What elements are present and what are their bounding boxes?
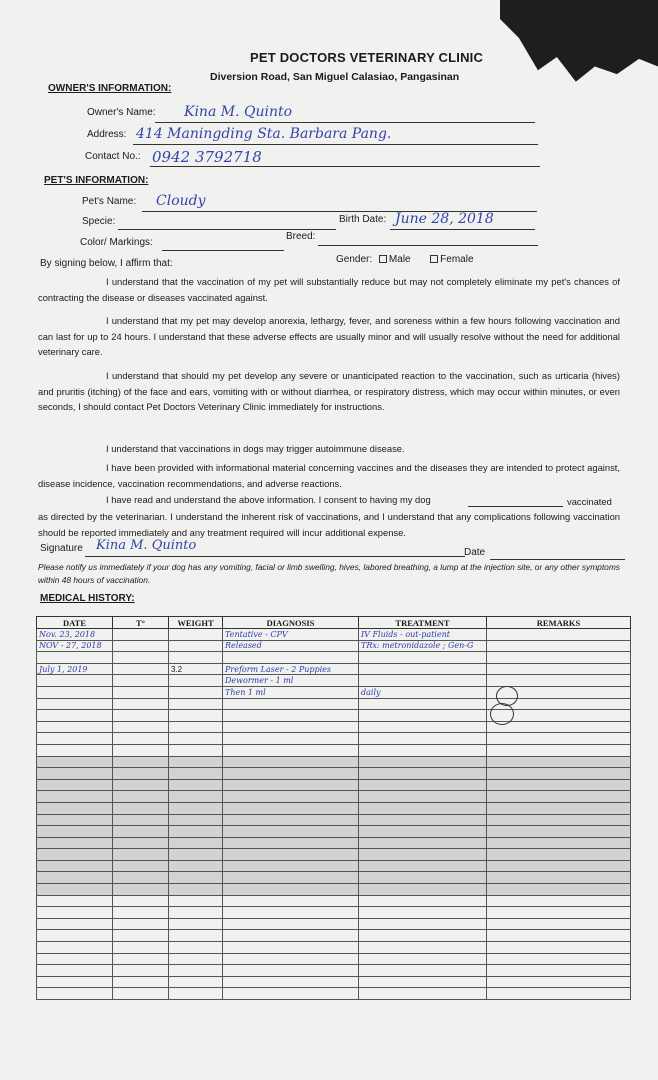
header-diagnosis: DIAGNOSIS xyxy=(223,617,359,629)
address-label: Address: xyxy=(87,129,127,140)
cell-diagnosis xyxy=(223,768,359,780)
torn-corner xyxy=(500,0,658,95)
cell-weight xyxy=(169,791,223,803)
cell-diagnosis xyxy=(223,918,359,930)
cell-treatment xyxy=(359,976,487,988)
consent-intro: By signing below, I affirm that: xyxy=(40,258,173,269)
cell-temperature xyxy=(113,884,169,896)
consent-paragraph-4: I understand that vaccinations in dogs may trigger autoimmune disease. xyxy=(106,443,405,454)
cell-remarks xyxy=(487,976,631,988)
date-label: Date xyxy=(464,547,486,558)
cell-remarks xyxy=(487,930,631,942)
cell-treatment xyxy=(359,826,487,838)
cell-date xyxy=(37,698,113,710)
cell-temperature xyxy=(113,768,169,780)
table-row xyxy=(37,652,631,664)
table-row xyxy=(37,779,631,791)
cell-temperature xyxy=(113,686,169,698)
cell-temperature xyxy=(113,837,169,849)
cell-remarks xyxy=(487,849,631,861)
cell-weight xyxy=(169,710,223,722)
cell-weight xyxy=(169,907,223,919)
cell-remarks xyxy=(487,907,631,919)
cell-diagnosis xyxy=(223,860,359,872)
table-row xyxy=(37,721,631,733)
cell-diagnosis xyxy=(223,814,359,826)
cell-diagnosis: Dewormer - 1 ml xyxy=(223,675,359,687)
cell-temperature xyxy=(113,802,169,814)
owner-name-label: Owner's Name: xyxy=(87,107,156,118)
cell-temperature xyxy=(113,942,169,954)
cell-treatment xyxy=(359,652,487,664)
table-row xyxy=(37,872,631,884)
cell-date: Nov. 23, 2018 xyxy=(37,629,113,641)
cell-temperature xyxy=(113,930,169,942)
color-label: Color/ Markings: xyxy=(80,237,153,248)
cell-date xyxy=(37,791,113,803)
cell-diagnosis xyxy=(223,884,359,896)
cell-remarks xyxy=(487,884,631,896)
cell-treatment xyxy=(359,710,487,722)
cell-treatment xyxy=(359,814,487,826)
cell-treatment xyxy=(359,930,487,942)
cell-temperature xyxy=(113,826,169,838)
cell-diagnosis: Released xyxy=(223,640,359,652)
cell-diagnosis xyxy=(223,895,359,907)
table-row xyxy=(37,988,631,1000)
table-row xyxy=(37,629,631,641)
pet-section-title: PET'S INFORMATION: xyxy=(44,175,149,186)
cell-treatment xyxy=(359,918,487,930)
cell-date xyxy=(37,837,113,849)
cell-temperature xyxy=(113,756,169,768)
table-row xyxy=(37,918,631,930)
cell-remarks xyxy=(487,791,631,803)
cell-remarks xyxy=(487,802,631,814)
cell-remarks xyxy=(487,895,631,907)
cell-weight xyxy=(169,640,223,652)
table-row xyxy=(37,640,631,652)
table-row xyxy=(37,744,631,756)
table-row xyxy=(37,814,631,826)
header-treatment: TREATMENT xyxy=(359,617,487,629)
cell-diagnosis xyxy=(223,930,359,942)
cell-diagnosis xyxy=(223,872,359,884)
cell-date xyxy=(37,895,113,907)
cell-date xyxy=(37,652,113,664)
cell-treatment xyxy=(359,907,487,919)
initials-stamp xyxy=(490,703,514,725)
cell-temperature xyxy=(113,988,169,1000)
cell-temperature xyxy=(113,872,169,884)
cell-remarks xyxy=(487,965,631,977)
cell-date xyxy=(37,756,113,768)
cell-temperature xyxy=(113,895,169,907)
cell-weight xyxy=(169,826,223,838)
owner-name-value: Kina M. Quinto xyxy=(184,104,293,120)
cell-weight xyxy=(169,930,223,942)
table-row xyxy=(37,802,631,814)
male-label: Male xyxy=(388,254,411,265)
pet-name-label: Pet's Name: xyxy=(82,196,137,207)
cell-temperature xyxy=(113,779,169,791)
male-checkbox[interactable] xyxy=(379,255,387,263)
table-row xyxy=(37,907,631,919)
cell-diagnosis: Then 1 ml xyxy=(223,686,359,698)
cell-weight xyxy=(169,884,223,896)
cell-date xyxy=(37,918,113,930)
cell-treatment xyxy=(359,849,487,861)
cell-remarks xyxy=(487,988,631,1000)
cell-diagnosis xyxy=(223,733,359,745)
cell-temperature xyxy=(113,652,169,664)
cell-treatment xyxy=(359,895,487,907)
table-row xyxy=(37,884,631,896)
table-row xyxy=(37,860,631,872)
cell-treatment xyxy=(359,953,487,965)
cell-temperature xyxy=(113,814,169,826)
medical-history-table xyxy=(36,616,631,1000)
cell-weight xyxy=(169,860,223,872)
table-row xyxy=(37,965,631,977)
medical-section-title: MEDICAL HISTORY: xyxy=(40,593,135,604)
cell-diagnosis: Tentative - CPV xyxy=(223,629,359,641)
cell-diagnosis: Preform Laser - 2 Puppies xyxy=(223,663,359,675)
cell-remarks xyxy=(487,733,631,745)
cell-treatment xyxy=(359,965,487,977)
cell-remarks xyxy=(487,744,631,756)
cell-temperature xyxy=(113,791,169,803)
cell-weight xyxy=(169,629,223,641)
cell-remarks xyxy=(487,872,631,884)
cell-weight xyxy=(169,837,223,849)
cell-weight xyxy=(169,988,223,1000)
cell-remarks xyxy=(487,942,631,954)
cell-temperature xyxy=(113,907,169,919)
table-row xyxy=(37,733,631,745)
cell-diagnosis xyxy=(223,791,359,803)
consent-paragraph-2: I understand that my pet may develop anorexia, lethargy, fever, and soreness within a few hours following vaccination and can last for up to 24 hours. I understand that these adverse effects are usually minor and will usually resolve without the need for additional veterinary care. xyxy=(38,315,620,357)
cell-temperature xyxy=(113,675,169,687)
cell-remarks xyxy=(487,814,631,826)
clinic-name: PET DOCTORS VETERINARY CLINIC xyxy=(250,50,484,65)
cell-weight xyxy=(169,976,223,988)
cell-treatment xyxy=(359,837,487,849)
cell-weight xyxy=(169,872,223,884)
cell-temperature xyxy=(113,629,169,641)
cell-weight xyxy=(169,814,223,826)
cell-weight xyxy=(169,756,223,768)
cell-temperature xyxy=(113,976,169,988)
table-row xyxy=(37,675,631,687)
cell-diagnosis xyxy=(223,744,359,756)
signature-label: Signature xyxy=(40,543,83,554)
cell-diagnosis xyxy=(223,849,359,861)
signature-value: Kina M. Quinto xyxy=(96,538,197,553)
cell-treatment xyxy=(359,791,487,803)
cell-date xyxy=(37,779,113,791)
cell-date xyxy=(37,930,113,942)
cell-weight xyxy=(169,675,223,687)
table-row xyxy=(37,768,631,780)
cell-diagnosis xyxy=(223,779,359,791)
cell-weight: 3.2 xyxy=(169,663,223,675)
cell-date xyxy=(37,942,113,954)
cell-remarks xyxy=(487,663,631,675)
table-row xyxy=(37,663,631,675)
cell-date xyxy=(37,675,113,687)
table-row xyxy=(37,930,631,942)
pet-name-value: Cloudy xyxy=(156,193,206,209)
cell-treatment xyxy=(359,663,487,675)
cell-weight xyxy=(169,768,223,780)
cell-diagnosis xyxy=(223,988,359,1000)
table-row xyxy=(37,849,631,861)
consent-paragraph-3: I understand that should my pet develop any severe or unanticipated reaction to the vaccination, such as urticaria (hives) and pruritis (itching) of the face and ears, vomiting with or without diarrhea, or respiratory distress, which may occur within minutes, or even seconds, I should contact Pet Doctors Veterinary Clinic immediately for instructions. xyxy=(38,370,620,412)
cell-date xyxy=(37,733,113,745)
cell-remarks xyxy=(487,953,631,965)
cell-weight xyxy=(169,733,223,745)
cell-date xyxy=(37,965,113,977)
cell-temperature xyxy=(113,744,169,756)
contact-label: Contact No.: xyxy=(85,151,141,162)
consent-paragraph-1: I understand that the vaccination of my pet will substantially reduce but may not completely eliminate my pet's chances of contracting the disease or diseases vaccinated against. xyxy=(38,276,620,303)
cell-treatment: IV Fluids - out-patient xyxy=(359,629,487,641)
table-row xyxy=(37,791,631,803)
table-row xyxy=(37,895,631,907)
table-row xyxy=(37,756,631,768)
table-row xyxy=(37,710,631,722)
cell-remarks xyxy=(487,652,631,664)
header-remarks: REMARKS xyxy=(487,617,631,629)
table-row xyxy=(37,826,631,838)
cell-temperature xyxy=(113,849,169,861)
table-row xyxy=(37,686,631,698)
cell-date xyxy=(37,860,113,872)
specie-label: Specie: xyxy=(82,216,116,227)
table-row xyxy=(37,976,631,988)
cell-diagnosis xyxy=(223,837,359,849)
cell-weight xyxy=(169,918,223,930)
cell-diagnosis xyxy=(223,756,359,768)
cell-temperature xyxy=(113,860,169,872)
cell-temperature xyxy=(113,733,169,745)
cell-weight xyxy=(169,652,223,664)
cell-remarks xyxy=(487,779,631,791)
cell-weight xyxy=(169,698,223,710)
cell-treatment xyxy=(359,698,487,710)
cell-remarks xyxy=(487,629,631,641)
cell-remarks xyxy=(487,837,631,849)
cell-diagnosis xyxy=(223,826,359,838)
cell-date xyxy=(37,826,113,838)
cell-temperature xyxy=(113,663,169,675)
cell-temperature xyxy=(113,953,169,965)
cell-date xyxy=(37,884,113,896)
birth-date-value: June 28, 2018 xyxy=(395,211,494,227)
cell-date: July 1, 2019 xyxy=(37,663,113,675)
clinic-address: Diversion Road, San Miguel Calasiao, Pangasinan xyxy=(210,71,460,83)
birth-date-label: Birth Date: xyxy=(339,214,387,225)
cell-weight xyxy=(169,942,223,954)
cell-remarks xyxy=(487,756,631,768)
cell-remarks xyxy=(487,675,631,687)
cell-date xyxy=(37,814,113,826)
cell-diagnosis xyxy=(223,710,359,722)
cell-treatment xyxy=(359,756,487,768)
cell-diagnosis xyxy=(223,942,359,954)
table-header-row xyxy=(37,617,631,629)
header-weight: WEIGHT xyxy=(169,617,223,629)
cell-diagnosis xyxy=(223,652,359,664)
cell-weight xyxy=(169,721,223,733)
cell-temperature xyxy=(113,721,169,733)
cell-diagnosis xyxy=(223,953,359,965)
cell-weight xyxy=(169,779,223,791)
cell-temperature xyxy=(113,918,169,930)
table-row xyxy=(37,942,631,954)
cell-remarks xyxy=(487,826,631,838)
female-checkbox[interactable] xyxy=(430,255,438,263)
contact-value: 0942 3792718 xyxy=(152,148,262,166)
cell-diagnosis xyxy=(223,721,359,733)
cell-date xyxy=(37,721,113,733)
cell-treatment xyxy=(359,744,487,756)
cell-diagnosis xyxy=(223,965,359,977)
cell-date: NOV - 27, 2018 xyxy=(37,640,113,652)
cell-treatment xyxy=(359,733,487,745)
cell-date xyxy=(37,872,113,884)
cell-treatment xyxy=(359,884,487,896)
cell-temperature xyxy=(113,710,169,722)
cell-treatment xyxy=(359,860,487,872)
header-temperature: T° xyxy=(113,617,169,629)
cell-remarks xyxy=(487,860,631,872)
cell-treatment xyxy=(359,721,487,733)
cell-diagnosis xyxy=(223,698,359,710)
cell-treatment xyxy=(359,872,487,884)
cell-date xyxy=(37,802,113,814)
consent-paragraph-6b: vaccinated xyxy=(567,496,612,507)
cell-date xyxy=(37,710,113,722)
cell-diagnosis xyxy=(223,976,359,988)
cell-treatment xyxy=(359,988,487,1000)
cell-weight xyxy=(169,849,223,861)
address-value: 414 Maningding Sta. Barbara Pang. xyxy=(136,126,392,142)
cell-diagnosis xyxy=(223,802,359,814)
consent-paragraph-6a: I have read and understand the above information. I consent to having my dog xyxy=(106,494,431,505)
cell-treatment xyxy=(359,768,487,780)
cell-diagnosis xyxy=(223,907,359,919)
cell-temperature xyxy=(113,640,169,652)
breed-label: Breed: xyxy=(286,231,316,242)
cell-remarks xyxy=(487,640,631,652)
cell-treatment xyxy=(359,675,487,687)
cell-date xyxy=(37,907,113,919)
cell-treatment: daily xyxy=(359,686,487,698)
gender-label: Gender: Male Female xyxy=(336,254,474,265)
cell-treatment xyxy=(359,802,487,814)
cell-remarks xyxy=(487,918,631,930)
consent-paragraph-5: I have been provided with informational material concerning vaccines and the diseases they are intended to protect against, disease incidence, vaccination recommendations, and adverse reactions. xyxy=(38,462,620,489)
notice-text: Please notify us immediately if your dog has any vomiting, facial or limb swelling, hives, labored breathing, a lump at the injection site, or any other symptoms within 48 hours of vaccination. xyxy=(38,562,620,585)
cell-weight xyxy=(169,953,223,965)
cell-date xyxy=(37,976,113,988)
cell-treatment xyxy=(359,779,487,791)
cell-date xyxy=(37,744,113,756)
cell-date xyxy=(37,768,113,780)
table-row xyxy=(37,698,631,710)
cell-date xyxy=(37,849,113,861)
cell-weight xyxy=(169,744,223,756)
cell-weight xyxy=(169,686,223,698)
cell-temperature xyxy=(113,965,169,977)
consent-paragraph-6c: as directed by the veterinarian. I understand the inherent risk of vaccinations, and I understand that any complications following vaccination should be reported immediately and any treatment required will incur additional expense. xyxy=(38,511,620,538)
cell-remarks xyxy=(487,768,631,780)
cell-weight xyxy=(169,895,223,907)
owner-section-title: OWNER'S INFORMATION: xyxy=(48,83,172,94)
cell-weight xyxy=(169,802,223,814)
table-row xyxy=(37,837,631,849)
cell-date xyxy=(37,686,113,698)
table-row xyxy=(37,953,631,965)
cell-temperature xyxy=(113,698,169,710)
header-date: DATE xyxy=(37,617,113,629)
cell-treatment: TRx: metronidazole ; Gen-G xyxy=(359,640,487,652)
cell-date xyxy=(37,988,113,1000)
female-label: Female xyxy=(440,254,474,265)
cell-date xyxy=(37,953,113,965)
cell-weight xyxy=(169,965,223,977)
cell-treatment xyxy=(359,942,487,954)
